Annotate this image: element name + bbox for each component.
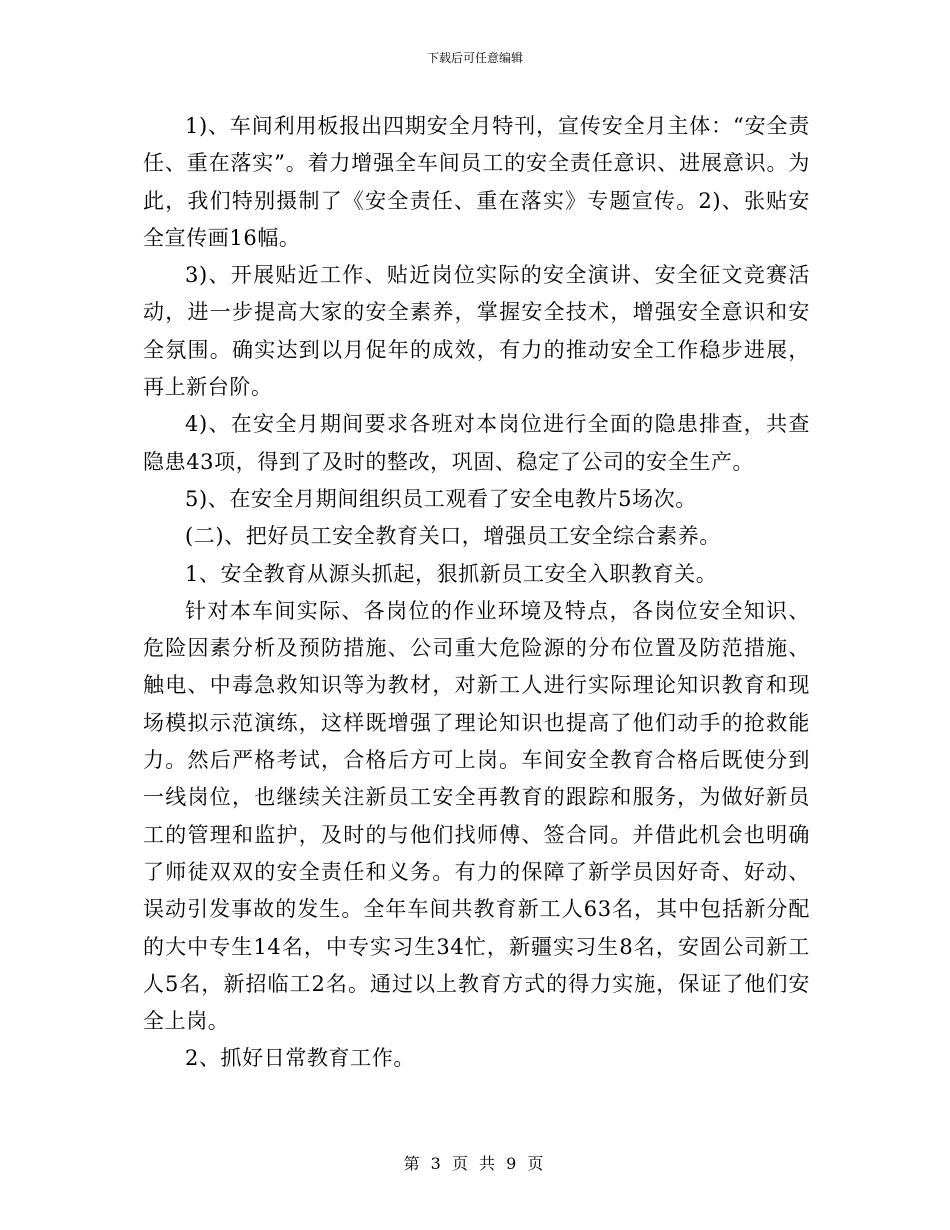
paragraph-7: 针对本车间实际、各岗位的作业环境及特点，各岗位安全知识、危险因素分析及预防措施、公司重大危险源的分布位置及防范措施、触电、中毒急救知识等为教材，对新工人进行实际理论知识教育和现场模拟示范演练，这样既增强了理论知识也提高了他们动手的抢救能力。然后严格考试，合格后方可上岗。车间安全教育合格后既使分到一线岗位，也继续关注新员工安全再教育的跟踪和服务，为做好新员工的管理和监护，及时的与他们找师傅、签合同。并借此机会也明确了师徒双双的安全责任和义务。有力的保障了新学员因好奇、好动、误动引发事故的发生。全年车间共教育新工人63名，其中包括新分配的大中专生14名，中专实习生34忙，新疆实习生8名，安固公司新工人5名，新招临工2名。通过以上教育方式的得力实施，保证了他们安全上岗。 [143, 598, 810, 1034]
paragraph-8: 2、抓好日常教育工作。 [185, 1046, 415, 1071]
page-number-footer: 第 3 页 共 9 页 [403, 1154, 547, 1173]
paragraph-6: 1、安全教育从源头抓起，狠抓新员工安全入职教育关。 [185, 561, 718, 586]
paragraph-5: (二)、把好员工安全教育关口，增强员工安全综合素养。 [185, 524, 721, 549]
paragraph-1: 1)、车间利用板报出四期安全月特刊，宣传安全月主体：“安全责任、重在落实”。着力增强全车间员工的安全责任意识、进展意识。为此，我们特别摄制了《安全责任、重在落实》专题宣传。2)、张贴安全宣传画16幅。 [143, 114, 810, 250]
paragraph-2: 3)、开展贴近工作、贴近岗位实际的安全演讲、安全征文竞赛活动，进一步提高大家的安全素养，掌握安全技术，增强安全意识和安全氛围。确实达到以月促年的成效，有力的推动安全工作稳步进展，再上新台阶。 [143, 263, 810, 400]
page-header: 下载后可任意编辑 [426, 51, 523, 65]
paragraph-3: 4)、在安全月期间要求各班对本岗位进行全面的隐患排查，共查隐患43项，得到了及时的整改，巩固、稳定了公司的安全生产。 [143, 412, 810, 474]
paragraph-4: 5)、在安全月期间组织员工观看了安全电教片5场次。 [185, 486, 697, 511]
document-body [143, 108, 810, 1078]
